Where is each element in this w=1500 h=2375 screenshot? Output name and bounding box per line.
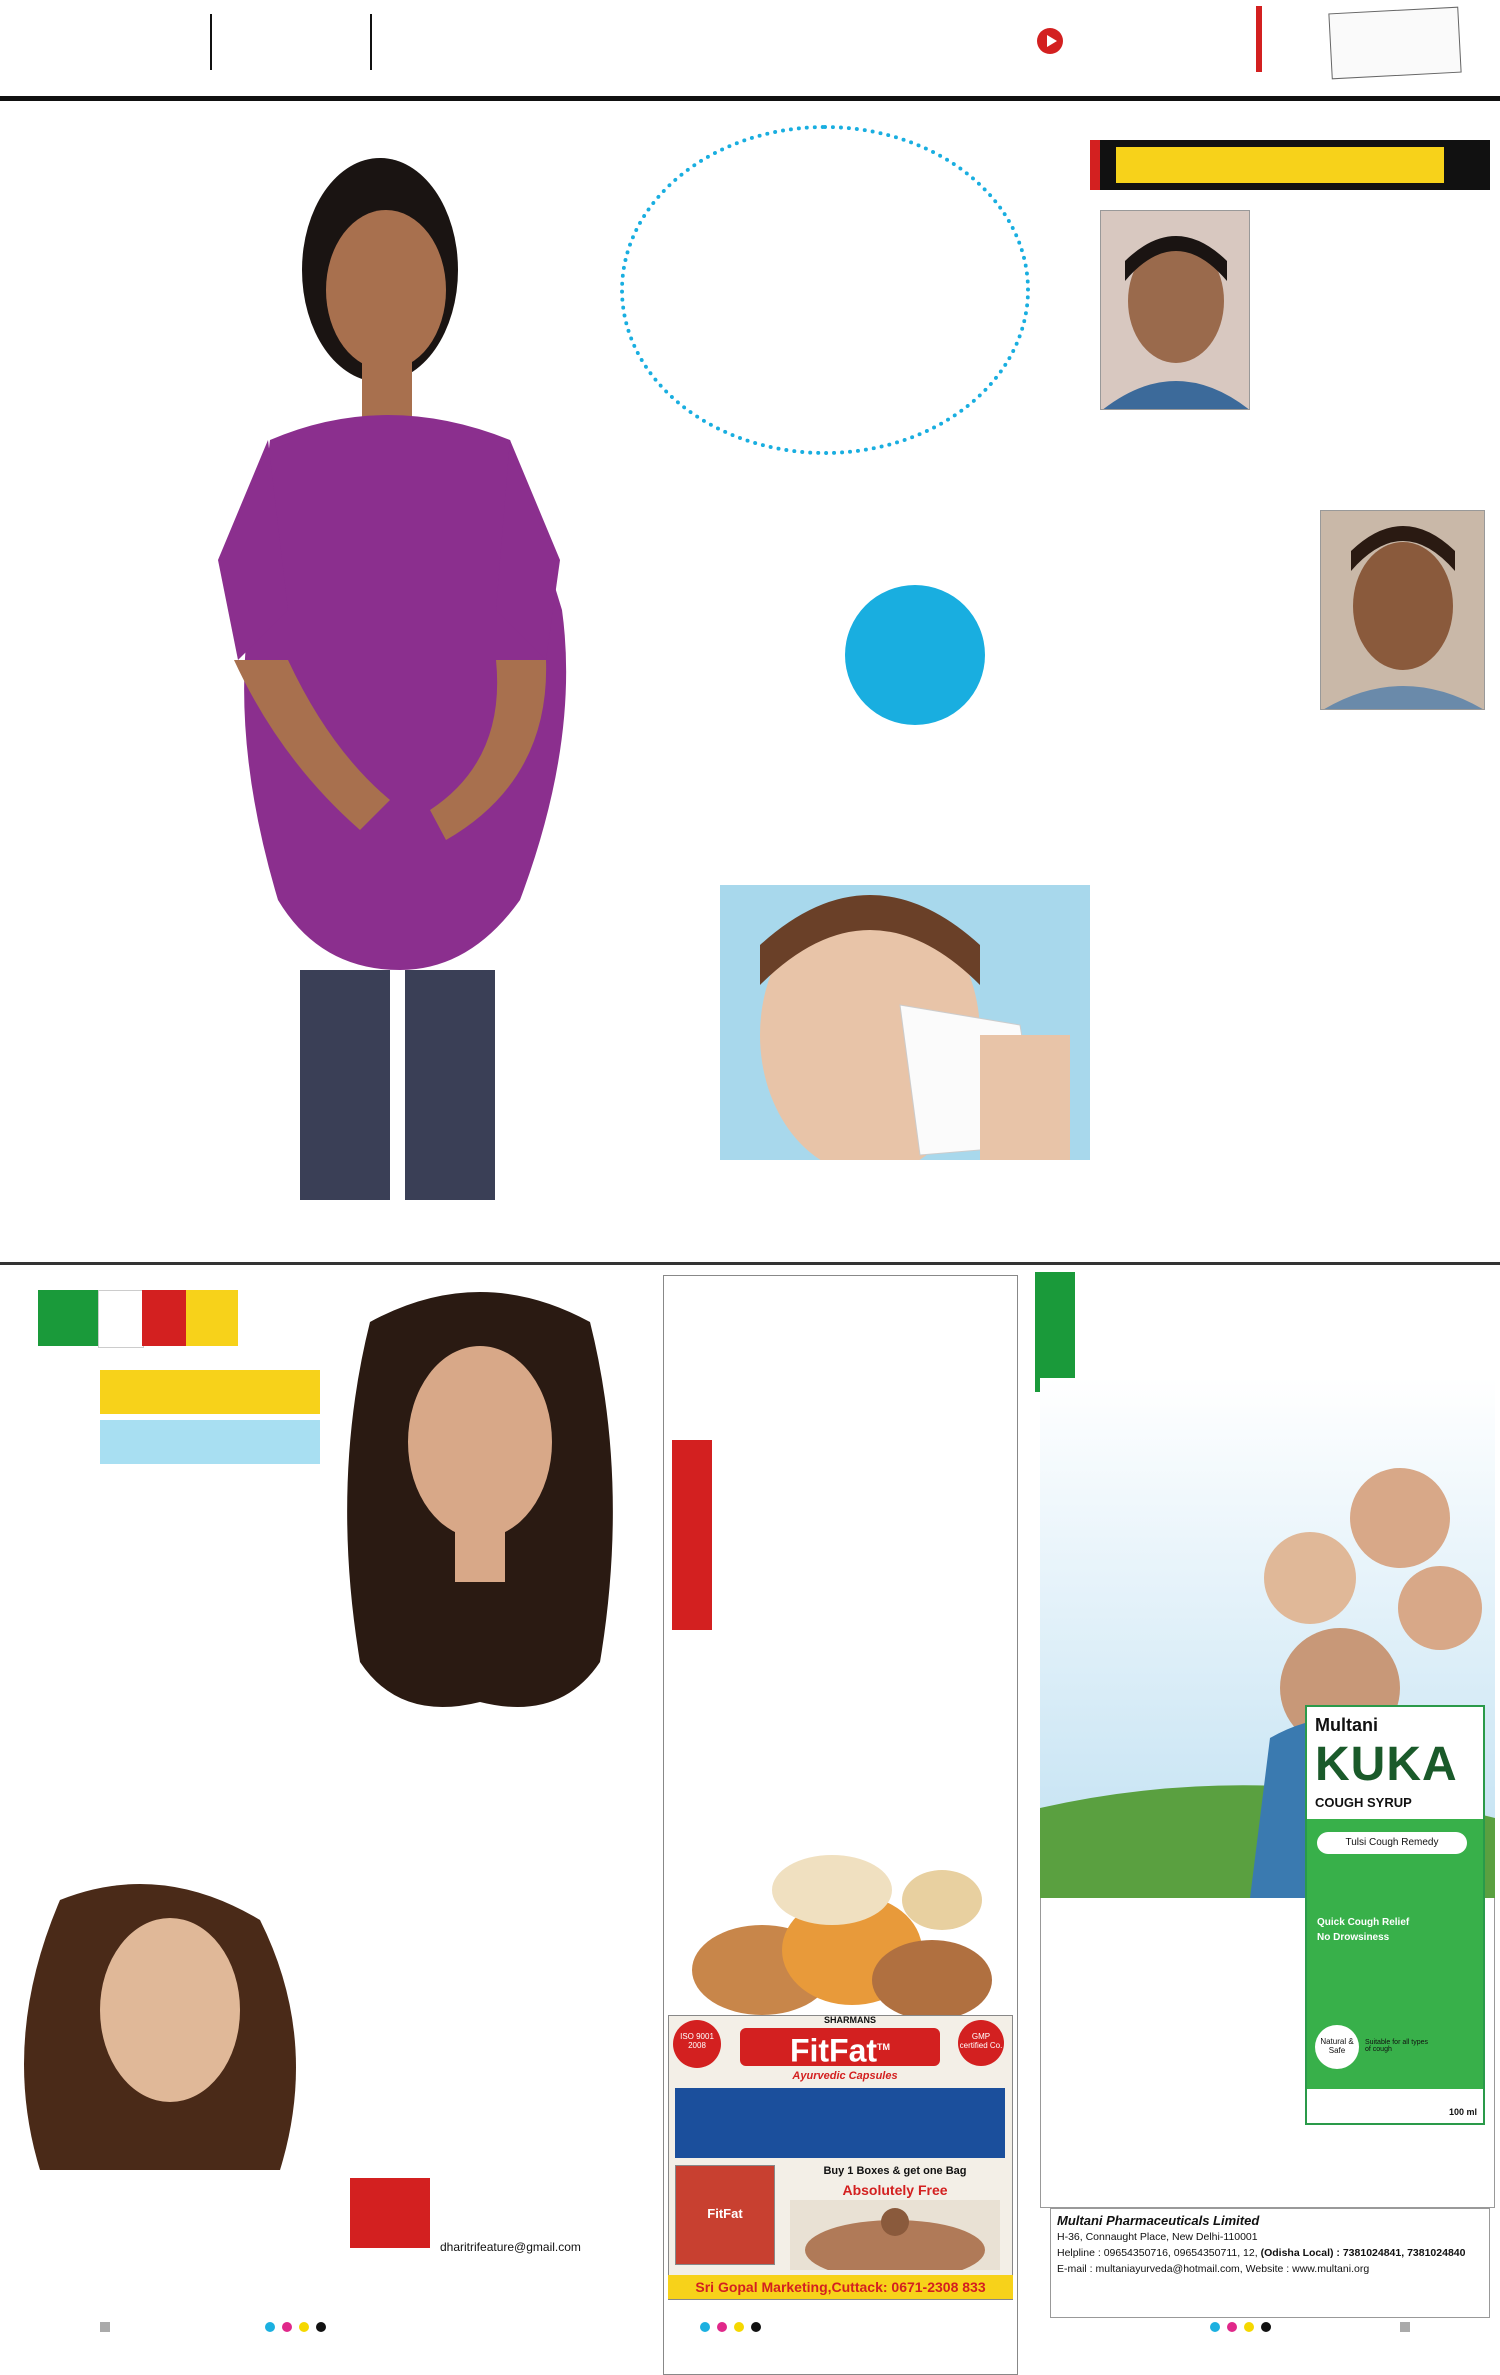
fitfat-distributor: Sri Gopal Marketing,Cuttack: 0671-2308 833 xyxy=(668,2275,1013,2299)
section-play-icon xyxy=(1037,28,1063,54)
kuka-top-text xyxy=(1085,1272,1490,1372)
article-subhead xyxy=(32,790,207,810)
food-vertical-label-bg xyxy=(672,1440,712,1630)
beauty-title-word3 xyxy=(100,1420,320,1464)
header-divider xyxy=(370,14,372,70)
headline-word2 xyxy=(700,735,1130,845)
food-body xyxy=(720,1440,1010,1830)
page-number xyxy=(1329,8,1457,15)
fitfat-gmp-badge: GMP certified Co. xyxy=(958,2020,1004,2066)
opinions-banner-label xyxy=(1116,147,1444,183)
article-body-col1 xyxy=(30,140,210,1225)
article-body-col3 xyxy=(1080,1160,1285,1230)
kuka-contact: E-mail : multaniayurveda@hotmail.com, Website : www.multani.org xyxy=(1057,2263,1370,2275)
headline-word1 xyxy=(745,470,1095,580)
fitfat-offer-line2: Absolutely Free xyxy=(842,2182,948,2198)
header-divider xyxy=(210,14,212,70)
fitfat-iso-badge: ISO 9001 2008 xyxy=(673,2020,721,2068)
article-body-col4 xyxy=(1095,730,1490,1230)
beauty-woman-photo xyxy=(330,1282,630,1722)
kuka-pack: Multani KUKA COUGH SYRUP Tulsi Cough Remedy Quick Cough Relief No Drowsiness Natural & Safe Suitable for all types of cough 100 ml xyxy=(1305,1705,1485,2125)
print-registration-strip xyxy=(0,2320,1500,2334)
kuka-footer xyxy=(1050,2208,1490,2318)
header-rule xyxy=(0,96,1500,101)
beauty-title-word2 xyxy=(100,1370,320,1414)
fitfat-brand: FitFat™ xyxy=(740,2028,940,2066)
opinions-banner xyxy=(1090,140,1490,190)
fitfat-info-band xyxy=(675,2088,1005,2158)
fitfat-muscle-photo xyxy=(790,2200,1000,2270)
article-body-col2 xyxy=(480,1163,1080,1255)
section-red-bar xyxy=(1256,6,1262,72)
address-box xyxy=(350,2170,650,2260)
opinion-person1-photo xyxy=(1100,210,1250,410)
hair-woman-photo xyxy=(0,1880,330,2170)
fitfat-subtitle: Ayurvedic Capsules xyxy=(792,2070,898,2082)
kuka-address: H-36, Connaught Place, New Delhi-110001 xyxy=(1057,2231,1258,2243)
beauty-badge xyxy=(38,1290,238,1346)
intro-bubble-text xyxy=(650,180,1000,390)
page-number-note xyxy=(1328,7,1461,80)
address-email[interactable]: dharitrifeature@gmail.com xyxy=(440,2240,581,2254)
kuka-vertical-label-bg xyxy=(1035,1272,1075,1392)
beauty-title-word1 xyxy=(0,1378,98,1458)
address-label xyxy=(350,2178,430,2248)
headline-mid-circle xyxy=(845,585,985,725)
opinion-person1-text xyxy=(1260,210,1490,500)
opinion-person2-photo xyxy=(1320,510,1485,710)
kuka-odisha: (Odisha Local) : 7381024841, 7381024840 xyxy=(1260,2247,1466,2259)
fitfat-pack: FitFat xyxy=(675,2165,775,2265)
fitfat-maker: SHARMANS xyxy=(823,2015,876,2025)
section-rule xyxy=(0,1262,1500,1265)
dry-fruits-photo xyxy=(682,1830,1002,2030)
opinion-person2-text xyxy=(1085,510,1310,720)
pregnant-woman-photo xyxy=(190,140,610,1200)
sneezing-woman-photo xyxy=(720,885,1090,1160)
masthead-logo xyxy=(8,2,208,82)
fitfat-offer-line1: Buy 1 Boxes & get one Bag xyxy=(823,2165,967,2177)
kuka-company: Multani Pharmaceuticals Limited xyxy=(1057,2213,1260,2228)
beauty-body-right xyxy=(350,1730,650,2165)
article-byline xyxy=(1290,1180,1490,1240)
address-text xyxy=(440,2170,650,2240)
kuka-helpline: Helpline : 09654350716, 09654350711, 12, xyxy=(1057,2247,1258,2259)
food-intro xyxy=(672,1283,1012,1433)
